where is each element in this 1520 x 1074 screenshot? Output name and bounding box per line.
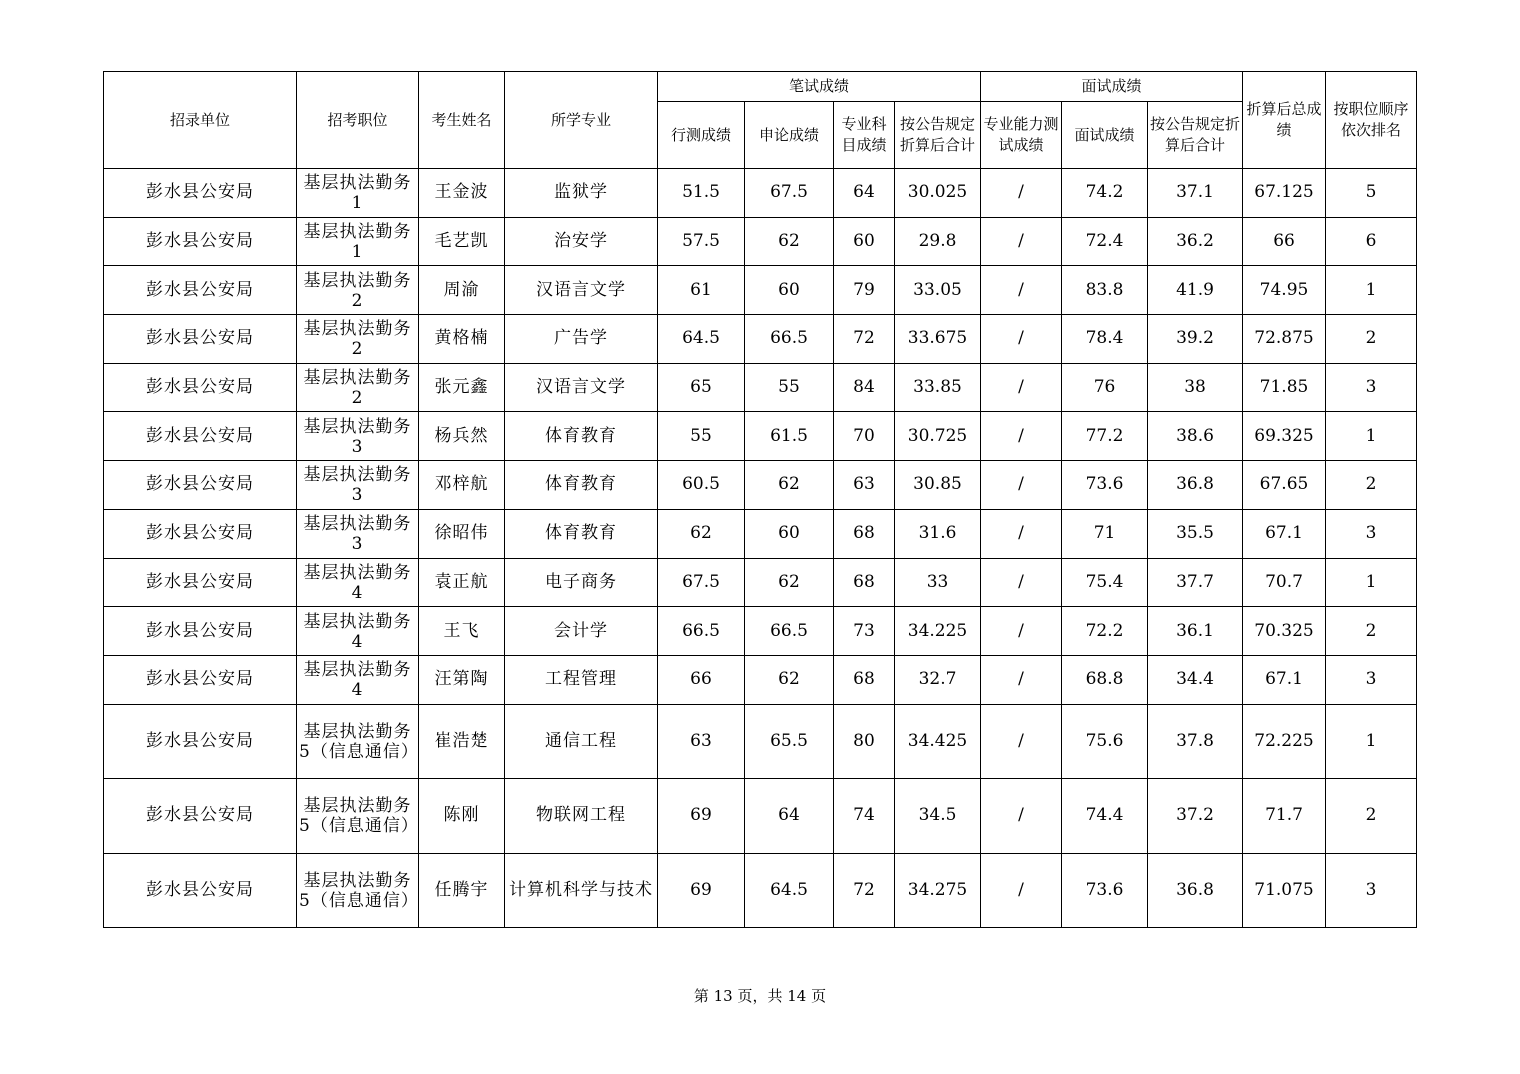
header-total: 折算后总成绩 <box>1243 72 1326 169</box>
cell-major: 物联网工程 <box>505 779 658 854</box>
cell-ability: / <box>981 217 1062 266</box>
cell-unit: 彭水县公安局 <box>104 655 297 704</box>
table-row <box>104 509 1417 558</box>
cell-position: 基层执法勤务5（信息通信） <box>297 704 419 779</box>
cell-essay: 66.5 <box>745 607 834 656</box>
cell-rank: 3 <box>1326 655 1417 704</box>
cell-major: 汉语言文学 <box>505 363 658 412</box>
score-table <box>103 71 1417 928</box>
cell-major: 通信工程 <box>505 704 658 779</box>
cell-ability: / <box>981 853 1062 928</box>
cell-specialty: 64 <box>834 169 895 218</box>
cell-rank: 2 <box>1326 315 1417 364</box>
cell-interview-converted: 37.7 <box>1148 558 1243 607</box>
cell-total: 72.875 <box>1243 315 1326 364</box>
cell-rank: 5 <box>1326 169 1417 218</box>
cell-written-converted: 34.5 <box>895 779 981 854</box>
cell-aptitude: 66 <box>658 655 745 704</box>
cell-essay: 60 <box>745 509 834 558</box>
cell-unit: 彭水县公安局 <box>104 217 297 266</box>
cell-name: 王金波 <box>419 169 505 218</box>
cell-interview-converted: 41.9 <box>1148 266 1243 315</box>
cell-essay: 61.5 <box>745 412 834 461</box>
cell-interview-converted: 38 <box>1148 363 1243 412</box>
cell-name: 任腾宇 <box>419 853 505 928</box>
cell-unit: 彭水县公安局 <box>104 509 297 558</box>
cell-position: 基层执法勤务3 <box>297 412 419 461</box>
cell-aptitude: 62 <box>658 509 745 558</box>
table-row <box>104 779 1417 854</box>
cell-major: 计算机科学与技术 <box>505 853 658 928</box>
cell-interview-converted: 38.6 <box>1148 412 1243 461</box>
cell-specialty: 79 <box>834 266 895 315</box>
cell-written-converted: 33 <box>895 558 981 607</box>
cell-specialty: 63 <box>834 461 895 510</box>
cell-interview-converted: 37.2 <box>1148 779 1243 854</box>
cell-name: 王飞 <box>419 607 505 656</box>
cell-total: 67.125 <box>1243 169 1326 218</box>
cell-total: 71.075 <box>1243 853 1326 928</box>
cell-position: 基层执法勤务2 <box>297 266 419 315</box>
cell-rank: 1 <box>1326 558 1417 607</box>
cell-specialty: 72 <box>834 853 895 928</box>
cell-unit: 彭水县公安局 <box>104 363 297 412</box>
cell-unit: 彭水县公安局 <box>104 779 297 854</box>
cell-interview-converted: 36.1 <box>1148 607 1243 656</box>
cell-name: 汪第陶 <box>419 655 505 704</box>
cell-ability: / <box>981 315 1062 364</box>
cell-major: 广告学 <box>505 315 658 364</box>
header-written-converted: 按公告规定折算后合计 <box>895 102 981 169</box>
cell-written-converted: 30.85 <box>895 461 981 510</box>
header-aptitude: 行测成绩 <box>658 102 745 169</box>
cell-interview: 74.2 <box>1062 169 1148 218</box>
cell-interview: 68.8 <box>1062 655 1148 704</box>
cell-written-converted: 34.425 <box>895 704 981 779</box>
cell-essay: 62 <box>745 558 834 607</box>
cell-position: 基层执法勤务4 <box>297 558 419 607</box>
cell-written-converted: 30.025 <box>895 169 981 218</box>
table-row <box>104 266 1417 315</box>
cell-ability: / <box>981 779 1062 854</box>
cell-written-converted: 30.725 <box>895 412 981 461</box>
cell-rank: 2 <box>1326 607 1417 656</box>
cell-aptitude: 57.5 <box>658 217 745 266</box>
cell-position: 基层执法勤务3 <box>297 509 419 558</box>
cell-rank: 1 <box>1326 704 1417 779</box>
cell-specialty: 70 <box>834 412 895 461</box>
cell-unit: 彭水县公安局 <box>104 461 297 510</box>
cell-interview: 83.8 <box>1062 266 1148 315</box>
cell-interview: 75.6 <box>1062 704 1148 779</box>
cell-essay: 62 <box>745 655 834 704</box>
cell-aptitude: 64.5 <box>658 315 745 364</box>
cell-total: 70.7 <box>1243 558 1326 607</box>
cell-total: 67.1 <box>1243 509 1326 558</box>
cell-rank: 1 <box>1326 412 1417 461</box>
cell-rank: 3 <box>1326 509 1417 558</box>
cell-major: 工程管理 <box>505 655 658 704</box>
cell-aptitude: 69 <box>658 853 745 928</box>
cell-ability: / <box>981 169 1062 218</box>
cell-name: 崔浩楚 <box>419 704 505 779</box>
table-row <box>104 853 1417 928</box>
header-interview: 面试成绩 <box>1062 102 1148 169</box>
cell-ability: / <box>981 607 1062 656</box>
cell-major: 体育教育 <box>505 509 658 558</box>
cell-position: 基层执法勤务5（信息通信） <box>297 853 419 928</box>
table-row <box>104 169 1417 218</box>
cell-major: 体育教育 <box>505 461 658 510</box>
cell-essay: 66.5 <box>745 315 834 364</box>
cell-total: 67.1 <box>1243 655 1326 704</box>
cell-ability: / <box>981 266 1062 315</box>
cell-aptitude: 67.5 <box>658 558 745 607</box>
cell-essay: 60 <box>745 266 834 315</box>
cell-major: 会计学 <box>505 607 658 656</box>
cell-essay: 62 <box>745 461 834 510</box>
cell-interview-converted: 36.2 <box>1148 217 1243 266</box>
cell-interview-converted: 39.2 <box>1148 315 1243 364</box>
cell-total: 70.325 <box>1243 607 1326 656</box>
cell-interview: 75.4 <box>1062 558 1148 607</box>
cell-total: 66 <box>1243 217 1326 266</box>
cell-written-converted: 32.7 <box>895 655 981 704</box>
cell-total: 71.7 <box>1243 779 1326 854</box>
cell-position: 基层执法勤务4 <box>297 607 419 656</box>
header-written-group: 笔试成绩 <box>658 72 981 102</box>
cell-specialty: 60 <box>834 217 895 266</box>
table-row <box>104 655 1417 704</box>
cell-major: 汉语言文学 <box>505 266 658 315</box>
cell-rank: 6 <box>1326 217 1417 266</box>
cell-unit: 彭水县公安局 <box>104 853 297 928</box>
cell-name: 杨兵然 <box>419 412 505 461</box>
cell-interview-converted: 36.8 <box>1148 853 1243 928</box>
cell-interview: 76 <box>1062 363 1148 412</box>
cell-aptitude: 55 <box>658 412 745 461</box>
cell-unit: 彭水县公安局 <box>104 704 297 779</box>
cell-name: 毛艺凯 <box>419 217 505 266</box>
cell-aptitude: 60.5 <box>658 461 745 510</box>
cell-interview: 77.2 <box>1062 412 1148 461</box>
cell-essay: 64 <box>745 779 834 854</box>
cell-interview-converted: 37.8 <box>1148 704 1243 779</box>
cell-essay: 67.5 <box>745 169 834 218</box>
cell-position: 基层执法勤务2 <box>297 315 419 364</box>
cell-rank: 2 <box>1326 779 1417 854</box>
table-row <box>104 217 1417 266</box>
cell-interview: 71 <box>1062 509 1148 558</box>
header-major: 所学专业 <box>505 72 658 169</box>
table-row <box>104 704 1417 779</box>
header-unit: 招录单位 <box>104 72 297 169</box>
cell-total: 74.95 <box>1243 266 1326 315</box>
cell-unit: 彭水县公安局 <box>104 169 297 218</box>
cell-written-converted: 33.675 <box>895 315 981 364</box>
cell-written-converted: 33.05 <box>895 266 981 315</box>
cell-unit: 彭水县公安局 <box>104 607 297 656</box>
cell-position: 基层执法勤务3 <box>297 461 419 510</box>
cell-major: 治安学 <box>505 217 658 266</box>
cell-unit: 彭水县公安局 <box>104 266 297 315</box>
cell-aptitude: 66.5 <box>658 607 745 656</box>
cell-major: 监狱学 <box>505 169 658 218</box>
header-rank: 按职位顺序依次排名 <box>1326 72 1417 169</box>
cell-specialty: 74 <box>834 779 895 854</box>
header-ability-test: 专业能力测试成绩 <box>981 102 1062 169</box>
cell-major: 体育教育 <box>505 412 658 461</box>
cell-total: 67.65 <box>1243 461 1326 510</box>
table-row <box>104 363 1417 412</box>
cell-written-converted: 34.275 <box>895 853 981 928</box>
cell-aptitude: 63 <box>658 704 745 779</box>
cell-total: 69.325 <box>1243 412 1326 461</box>
cell-interview-converted: 34.4 <box>1148 655 1243 704</box>
cell-interview-converted: 37.1 <box>1148 169 1243 218</box>
cell-ability: / <box>981 363 1062 412</box>
header-specialty: 专业科目成绩 <box>834 102 895 169</box>
table-row <box>104 461 1417 510</box>
cell-rank: 2 <box>1326 461 1417 510</box>
cell-interview: 73.6 <box>1062 461 1148 510</box>
cell-specialty: 72 <box>834 315 895 364</box>
table-row <box>104 412 1417 461</box>
cell-interview: 74.4 <box>1062 779 1148 854</box>
header-name: 考生姓名 <box>419 72 505 169</box>
cell-ability: / <box>981 655 1062 704</box>
cell-name: 邓梓航 <box>419 461 505 510</box>
cell-specialty: 68 <box>834 655 895 704</box>
cell-essay: 65.5 <box>745 704 834 779</box>
header-essay: 申论成绩 <box>745 102 834 169</box>
cell-interview: 78.4 <box>1062 315 1148 364</box>
cell-interview: 73.6 <box>1062 853 1148 928</box>
table-row <box>104 558 1417 607</box>
cell-ability: / <box>981 461 1062 510</box>
cell-specialty: 68 <box>834 558 895 607</box>
cell-total: 72.225 <box>1243 704 1326 779</box>
cell-ability: / <box>981 509 1062 558</box>
cell-rank: 3 <box>1326 363 1417 412</box>
cell-interview-converted: 36.8 <box>1148 461 1243 510</box>
cell-position: 基层执法勤务1 <box>297 169 419 218</box>
cell-position: 基层执法勤务2 <box>297 363 419 412</box>
cell-aptitude: 61 <box>658 266 745 315</box>
cell-specialty: 73 <box>834 607 895 656</box>
cell-total: 71.85 <box>1243 363 1326 412</box>
cell-name: 陈刚 <box>419 779 505 854</box>
cell-ability: / <box>981 558 1062 607</box>
cell-unit: 彭水县公安局 <box>104 558 297 607</box>
page-number-footer: 第 13 页，共 14 页 <box>693 987 827 1005</box>
table-row <box>104 607 1417 656</box>
cell-position: 基层执法勤务4 <box>297 655 419 704</box>
cell-ability: / <box>981 704 1062 779</box>
cell-written-converted: 29.8 <box>895 217 981 266</box>
cell-interview: 72.2 <box>1062 607 1148 656</box>
header-position: 招考职位 <box>297 72 419 169</box>
cell-specialty: 80 <box>834 704 895 779</box>
header-interview-converted: 按公告规定折算后合计 <box>1148 102 1243 169</box>
cell-position: 基层执法勤务5（信息通信） <box>297 779 419 854</box>
cell-essay: 62 <box>745 217 834 266</box>
cell-written-converted: 34.225 <box>895 607 981 656</box>
cell-position: 基层执法勤务1 <box>297 217 419 266</box>
cell-specialty: 84 <box>834 363 895 412</box>
table-row <box>104 315 1417 364</box>
cell-interview-converted: 35.5 <box>1148 509 1243 558</box>
cell-name: 张元鑫 <box>419 363 505 412</box>
cell-written-converted: 33.85 <box>895 363 981 412</box>
cell-unit: 彭水县公安局 <box>104 315 297 364</box>
cell-aptitude: 65 <box>658 363 745 412</box>
cell-specialty: 68 <box>834 509 895 558</box>
header-interview-group: 面试成绩 <box>981 72 1243 102</box>
cell-unit: 彭水县公安局 <box>104 412 297 461</box>
cell-essay: 55 <box>745 363 834 412</box>
cell-name: 黄格楠 <box>419 315 505 364</box>
cell-ability: / <box>981 412 1062 461</box>
cell-rank: 3 <box>1326 853 1417 928</box>
cell-major: 电子商务 <box>505 558 658 607</box>
cell-interview: 72.4 <box>1062 217 1148 266</box>
cell-name: 徐昭伟 <box>419 509 505 558</box>
cell-written-converted: 31.6 <box>895 509 981 558</box>
cell-aptitude: 51.5 <box>658 169 745 218</box>
cell-rank: 1 <box>1326 266 1417 315</box>
cell-name: 袁正航 <box>419 558 505 607</box>
cell-essay: 64.5 <box>745 853 834 928</box>
cell-name: 周渝 <box>419 266 505 315</box>
cell-aptitude: 69 <box>658 779 745 854</box>
